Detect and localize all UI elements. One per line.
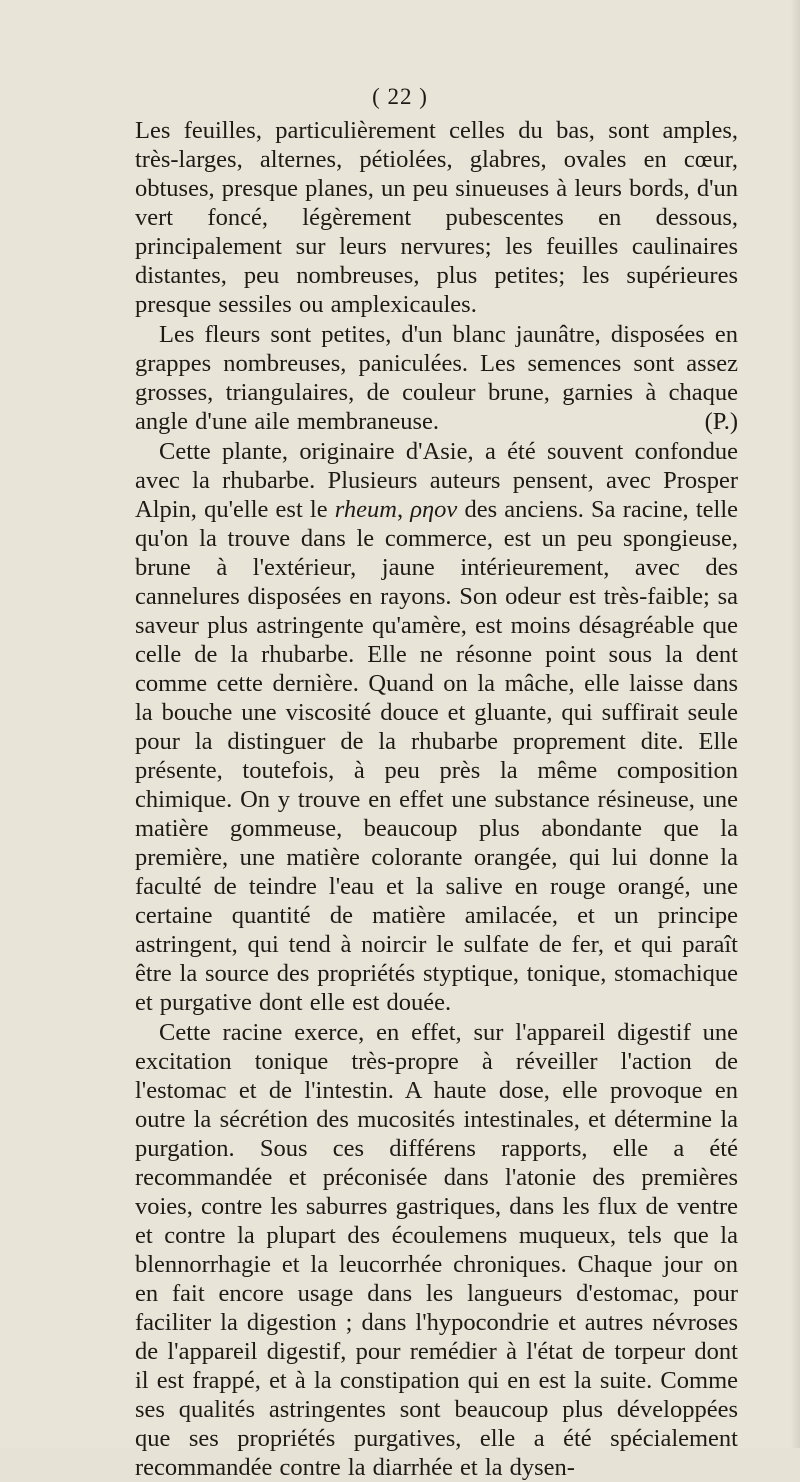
paragraph-leaves: Les feuilles, particulièrement celles du bas, sont amples, très-larges, alternes, pétiolées, glabres, ovales en cœur, obtuses, presque planes, un peu sinueuses à leurs bords, d'un vert foncé, légèrement pubescentes en dessous, principalement sur leurs nervures; les feuilles caulinaires distantes, peu nombreuses, plus petites; les supérieures presque sessiles ou amplexicaules. — [135, 117, 738, 318]
italic-term-rheum: rheum — [334, 496, 397, 523]
paragraph-medical-uses: Cette racine exerce, en effet, sur l'appareil digestif une excitation tonique très-propre à réveiller l'action de l'estomac et de l'intestin. A haute dose, elle provoque en outre la sécrétion des mucosités intestinales, et détermine la purgation. Sous ces différens rapports, elle a été recommandée et préconisée dans l'atonie des premières voies, contre les saburres gastriques, dans les flux de ventre et contre la plupart des écoulemens muqueux, tels que la blennorrhagie et la leucorrhée chroniques. Chaque jour on en fait encore usage dans les langueurs d'estomac, pour faciliter la digestion ; dans l'hypocondrie et autres névroses de l'appareil digestif, pour remédier à l'état de torpeur dont il est frappé, et à la constipation qui en est la suite. Comme ses qualités astringentes sont beaucoup plus développées que ses propriétés purgatives, elle a été spécialement recommandée contre la diarrhée et la dysen- — [135, 1019, 738, 1481]
attribution-mark: (P.) — [704, 408, 738, 435]
punctuation-separator: , — [396, 496, 411, 523]
paragraph-flowers-text: Les fleurs sont petites, d'un blanc jaunâtre, disposées en grappes nombreuses, paniculées. Les semences sont assez grosses, triangulaires, de couleur brune, garnies à chaque angle d'une aile membraneuse. — [135, 321, 738, 435]
paragraph-root-description — [135, 437, 738, 1017]
page-number: ( 22 ) — [372, 84, 428, 109]
paragraph-root-text-end: des anciens. Sa racine, telle qu'on la trouve dans le commerce, est un peu spongieuse, brune à l'extérieur, jaune intérieurement, avec des cannelures disposées en rayons. Son odeur est très-faible; sa saveur plus astringente qu'amère, est moins désagréable que celle de la rhubarbe. Elle ne résonne point sous la dent comme cette dernière. Quand on la mâche, elle laisse dans la bouche une viscosité douce et gluante, qui suffirait seule pour la distinguer de la rhubarbe proprement dite. Elle présente, toutefois, à peu près la même composition chimique. On y trouve en effet une substance résineuse, une matière gommeuse, beaucoup plus abondante que la première, une matière colorante orangée, qui lui donne la faculté de teindre l'eau et la salive en rouge orangé, une certaine quantité de matière amilacée, et un principe astringent, qui tend à noircir le sulfate de fer, et qui paraît être la source des propriétés styptique, tonique, stomachique et purgative dont elle est douée. — [135, 496, 739, 1016]
paragraph-flowers-seeds — [135, 320, 738, 436]
paragraph-root-text-start: Cette plante, originaire d'Asie, a été souvent confondue avec la rhubarbe. Plusieurs auteurs pensent, avec Prosper Alpin, qu'elle est le — [135, 438, 738, 523]
italic-term-greek: ρηον — [410, 496, 458, 523]
page-body — [135, 116, 738, 1482]
